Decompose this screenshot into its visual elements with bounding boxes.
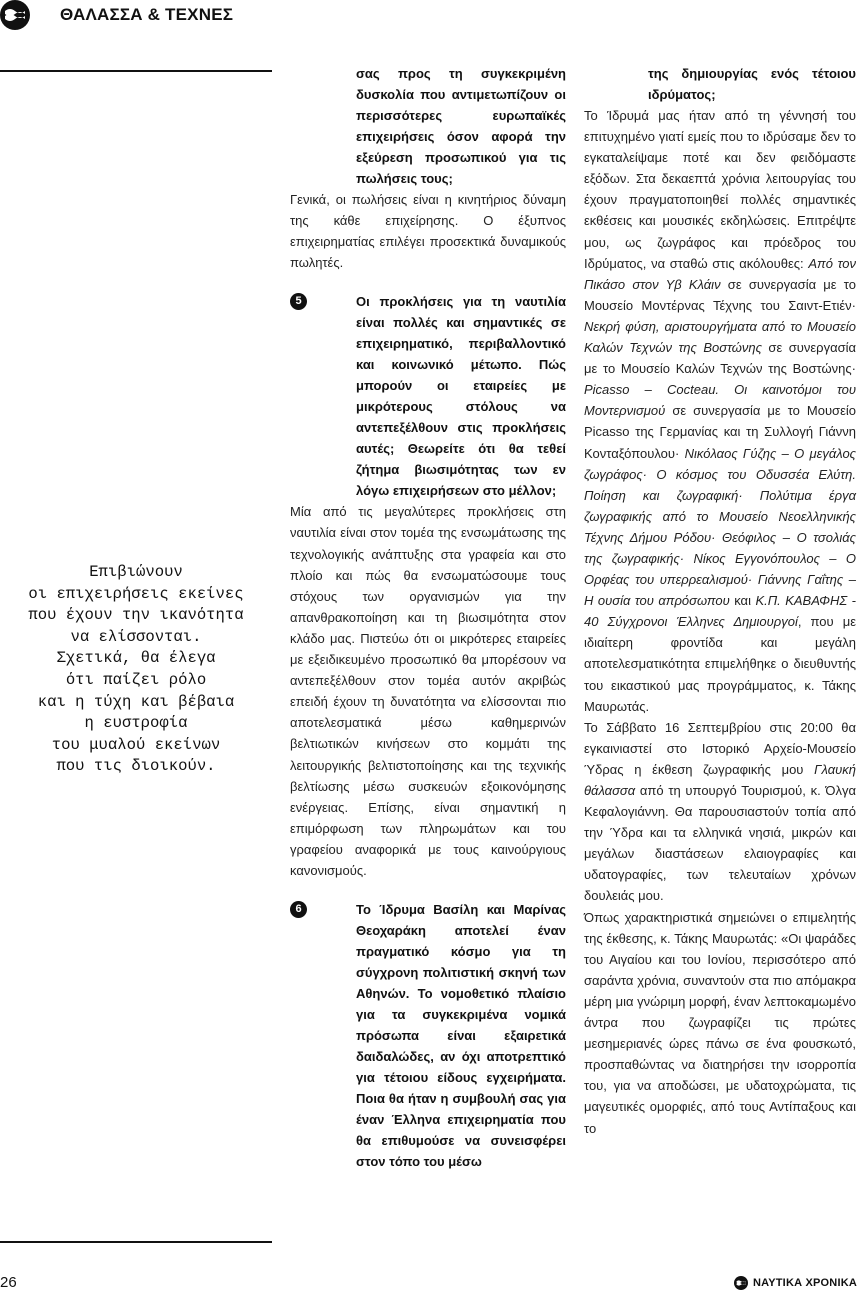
question-5: Οι προκλήσεις για τη ναυτιλία είναι πολλές και σημαντικές σε επιχειρηματικό, περιβαλλοντικό και κοινωνικό μέτωπο. Πώς μπορούν οι εταιρείες με μικρότερους στόλους να αντεπεξέλθουν στις προκλήσεις αυτές; Θεωρείτε ότι θα τεθεί ζήτημα βιωσιμότητας των εν λόγω επιχειρήσεων στο μέλλον; — [356, 294, 566, 499]
pull-quote-line: ότι παίζει ρόλο — [65, 670, 207, 689]
pull-quote-line: η ευστροφία — [84, 714, 188, 733]
question-6-block — [290, 899, 566, 1172]
pull-quote-line: Επιβιώνουν — [89, 563, 183, 581]
magazine-logo-icon — [0, 0, 30, 30]
question-5-block — [290, 291, 566, 501]
footer-brand — [734, 1276, 857, 1290]
question-5-number: 5 — [290, 293, 307, 310]
pull-quote-line: οι επιχειρήσεις εκείνες — [28, 584, 244, 603]
pull-quote-line: που έχουν την ικανότητα — [28, 606, 244, 625]
answer-6-paragraph-1: Το Ίδρυμά μας ήταν από τη γέννησή του επιτυχημένο γιατί εμείς που το ιδρύσαμε δεν το εγκαταλείψαμε ποτέ και δεν φειδόμαστε εξόδων. Στα δεκαεπτά χρόνια λειτουργίας του έχουν πραγματοποιηθεί πολλές σημαντικές εκθέσεις και μουσικές εκδηλώσεις. Επιτρέψτε μου, ως ζωγράφος και πρόεδρος του Ιδρύματος, να σταθώ στις ακόλουθες: Από τον Πικάσο στον Υβ Κλάιν σε συνεργασία με το Μουσείο Μοντέρνας Τέχνης του Σαιντ-Ετιέν· Νεκρή φύση, αριστουργήματα από το Μουσείο Καλών Τεχνών της Βοστώνης σε συνεργασία με το Μουσείο Καλών Τεχνών της Βοστώνης· Picasso – Cocteau. Οι καινοτόμοι του Μοντερνισμού σε συνεργασία με το Μουσείο Picasso της Γερμανίας και τη Συλλογή Γιάννη Κονταξόπουλου· Νικόλαος Γύζης – Ο μεγάλος ζωγράφος· Ο κόσμος του Οδυσσέα Ελύτη. Ποίηση και ζωγραφική· Πολύτιμα έργα ζωγραφικής από το Μουσείο Νεοελληνικής Τέχνης Δήμου Ρόδου· Θεόφιλος – Ο τσολιάς της ζωγραφικής· Νίκος Εγγονόπουλος – Ο Ορφέας του υπερρεαλισμού· Γιάννης Γαΐτης – Η ουσία του απρόσωπου και Κ.Π. ΚΑΒΑΦΗΣ - 40 Σύγχρονοι Έλληνες Δημιουργοί, που με ιδιαίτερη φροντίδα και μεγάλη αποτελεσματικότητα επιμελήθηκε ο διευθυντής του εικαστικού μας προγράμματος, κ. Τάκης Μαυρωτάς. — [584, 108, 857, 714]
question-6-continued: της δημιουργίας ενός τέτοιου ιδρύματος; — [648, 66, 856, 102]
answer-6-paragraph-2: Το Σάββατο 16 Σεπτεμβρίου στις 20:00 θα εγκαινιαστεί στο Ιστορικό Αρχείο-Μουσείο Ύδρας η έκθεση ζωγραφικής μου Γλαυκή θάλασσα από τη υπουργό Τουρισμού, κ. Όλγα Κεφαλογιάννη. Θα παρουσιαστούν τοπία από την Ύδρα και τα ελληνικά νησιά, μικρών και μεγάλων διαστάσεων ελαιογραφίες και υδατογραφίες, των τελευταίων χρόνων δουλειάς μου. — [584, 719, 856, 904]
question-4-continued: σας προς τη συγκεκριμένη δυσκολία που αντιμετωπίζουν οι περισσότερες ευρωπαϊκές επιχειρήσεις όσον αφορά την εξεύρεση προσωπικού για τις πωλήσεις τους; — [356, 66, 566, 186]
brand-name: ΝΑΥΤΙΚΑ ΧΡΟΝΙΚΑ — [752, 1277, 857, 1289]
answer-6-paragraph-3: Όπως χαρακτηριστικά σημειώνει ο επιμελητής της έκθεσης, κ. Τάκης Μαυρωτάς: «Οι ψαράδες του Αιγαίου και του Ιονίου, περισσότερο από σαράντα χρόνια, συναντούν στα πιο απόμακρα μέρη μια γνώριμη μορφή, έναν λεπτοκαμωμένο άντρα που ζωγραφίζει τις πρώτες μεσημεριανές ώρες πάνω σε ένα φουσκωτό, προσπαθώντας να διατηρήσει την ισορροπία του, για να αποδώσει, με υδατοχρώματα, τις μαγευτικές ομορφιές, από τους Αντίπαξους και το — [584, 909, 856, 1136]
pull-quote-line: Σχετικά, θα έλεγα — [56, 649, 216, 668]
answer-5: Μία από τις μεγαλύτερες προκλήσεις στη ναυτιλία είναι στον τομέα της ενσωμάτωσης της τεχνολογικής ανάπτυξης στα γραφεία και στο πλοίο και πώς θα ενσωματώσουμε τους στόχους των οργανισμών για την απανθρακοποίηση και τη βιωσιμότητα στον κλάδο μας. Πιστεύω ότι οι μικρότερες εταιρείες με εξειδικευμένο προσωπικό θα μπορέσουν να αντεπεξέλθουν στον τομέα αυτόν ακριβώς επειδή έχουν τη δυνατότητα να ελίσσονται πιο αποτελεσματικά μέσω καθημερινών βελτιωτικών κινήσεων στο κομμάτι της λειτουργικής βελτιστοποίησης και της τεχνικής βελτίωσης μέσω συσκευών εξοικονόμησης ενέργειας. Επίσης, είναι σημαντική η επιμόρφωση των πληρωμάτων και του γραφείου αναφορικά με τους καινούργιους κανονισμούς. — [290, 504, 566, 878]
answer-4: Γενικά, οι πωλήσεις είναι η κινητήριος δύναμη της κάθε επιχείρησης. Ο έξυπνος επιχειρηματίας επιλέγει προσεκτικά δυναμικούς πωλητές. — [290, 192, 566, 271]
top-rule — [0, 70, 272, 72]
article-column-2 — [290, 63, 566, 1172]
question-6-number: 6 — [290, 901, 307, 918]
bottom-rule — [0, 1241, 272, 1243]
pull-quote-line: που τις διοικούν. — [56, 757, 216, 776]
pull-quote-line: του μυαλού εκείνων — [51, 735, 221, 754]
brand-logo-icon — [734, 1276, 748, 1290]
page-number: 26 — [0, 1274, 17, 1291]
pull-quote-line: να ελίσσονται. — [70, 627, 202, 646]
section-title: ΘΑΛΑΣΣΑ & ΤΕΧΝΕΣ — [60, 5, 234, 24]
question-6: Το Ίδρυμα Βασίλη και Μαρίνας Θεοχαράκη αποτελεί έναν πραγματικό κόσμο για τη σύγχρονη πολιτιστική σκηνή των Αθηνών. Το νομοθετικό πλαίσιο για τα συγκεκριμένα νομικά πρόσωπα είναι εξαιρετικά δαιδαλώδες, αν όχι αποτρεπτικό για τέτοιου είδους εγχειρήματα. Ποια θα ήταν η συμβουλή σας για έναν Έλληνα επιχειρηματία που θα επιθυμούσε να συνεισφέρει στον τόπο του μέσω — [356, 902, 566, 1170]
pull-quote-line: και η τύχη και βέβαια — [37, 692, 235, 711]
pull-quote — [0, 562, 272, 778]
article-column-3 — [584, 63, 856, 1139]
